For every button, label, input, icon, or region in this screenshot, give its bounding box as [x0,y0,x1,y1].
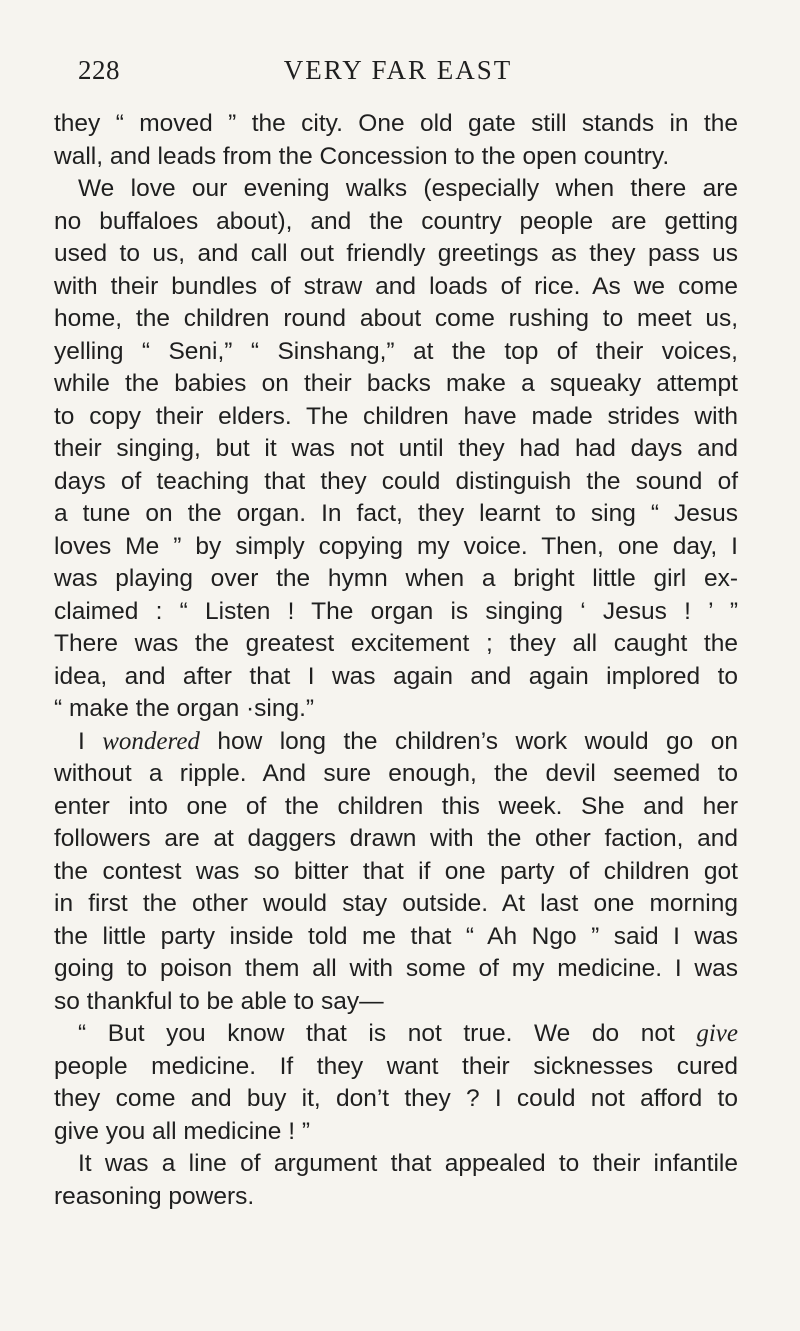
page-header [78,55,718,95]
text-line: We love our evening walks (especially when there are [78,175,738,202]
text-line: no buffaloes about), and the country people are getting [54,207,738,235]
text-line: their singing, but it was not until they had had days and [54,435,738,462]
text-line: loves Me ” by simply copying my voice. Then, one day, I [54,532,738,560]
text-line: they “ moved ” the city. One old gate still stands in the [54,110,738,137]
text-line: a tune on the organ. In fact, they learnt to sing “ Jesus [54,500,738,527]
text-line: so thankful to be able to say— [54,987,384,1015]
text-line: claimed : “ Listen ! The organ is singing ‘ Jesus ! ’ ” [54,597,738,625]
text-line: people medicine. If they want their sicknesses cured [54,1052,738,1080]
text-line: they come and buy it, don’t they ? I could not afford to [54,1085,738,1112]
text-segment: “ But you know that is not true. We do not [78,1020,697,1047]
text-line [54,1018,738,1051]
italic-word: wondered [102,727,200,755]
text-line: followers are at daggers drawn with the other faction, and [54,825,738,852]
text-line: home, the children round about come rushing to meet us, [54,305,738,332]
text-line: used to us, and call out friendly greetings as they pass us [54,240,738,267]
text-line: yelling “ Seni,” “ Sinshang,” at the top of their voices, [54,337,738,365]
text-line: the contest was so bitter that if one party of children got [54,857,738,885]
text-line: to copy their elders. The children have made strides with [54,402,738,430]
text-line: enter into one of the children this week. She and her [54,792,738,820]
text-line: the little party inside told me that “ Ah Ngo ” said I was [54,922,738,950]
text-line: was playing over the hymn when a bright little girl ex- [54,565,738,592]
text-line: without a ripple. And sure enough, the devil seemed to [54,760,738,787]
text-line [54,726,738,759]
text-line: There was the greatest excitement ; they all caught the [54,630,738,657]
text-line: going to poison them all with some of my medicine. I was [54,955,738,982]
text-line: idea, and after that I was again and again implored to [54,662,738,690]
text-segment: how long the children’s work would go on [199,727,738,755]
page-number: 228 [78,55,120,85]
text-line: give you all medicine ! ” [54,1117,311,1145]
body-text [54,108,738,1213]
text-line: reasoning powers. [54,1182,255,1210]
text-line: It was a line of argument that appealed to their infantile [78,1150,738,1177]
text-line: while the babies on their backs make a squeaky attempt [54,370,738,397]
text-line: days of teaching that they could distinguish the sound of [54,467,738,495]
italic-word: give [696,1020,738,1047]
text-line: “ make the organ ·sing.” [54,695,315,722]
text-line: in first the other would stay outside. At last one morning [54,890,738,917]
running-head: VERY FAR EAST [283,55,513,85]
text-line: with their bundles of straw and loads of rice. As we come [54,272,738,300]
text-line: wall, and leads from the Concession to the open country. [54,142,670,170]
text-segment: I [78,727,103,755]
